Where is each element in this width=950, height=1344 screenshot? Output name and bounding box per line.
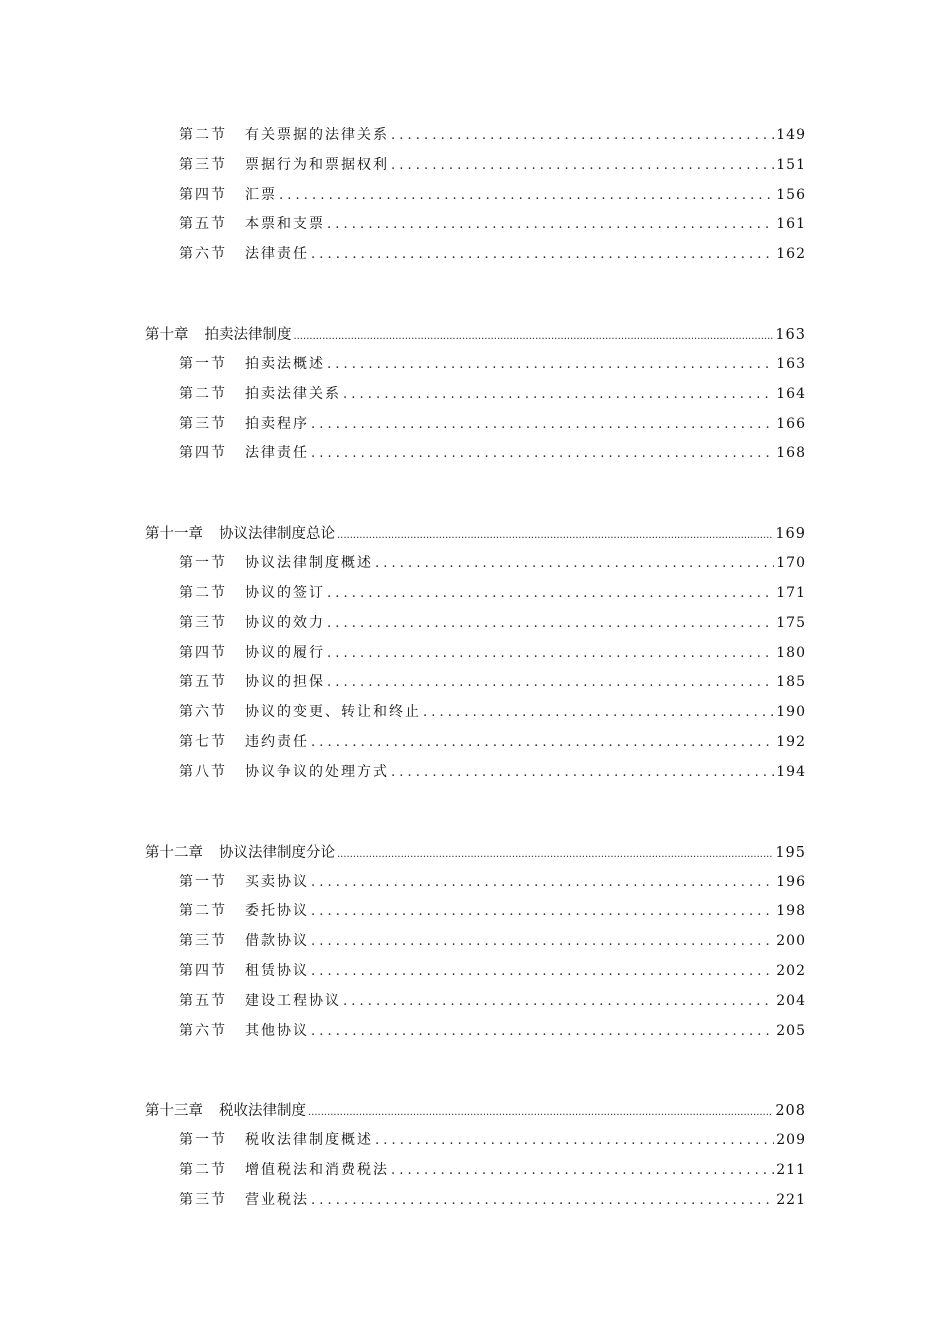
page-number: 169 xyxy=(775,526,806,543)
entry-number: 第八节 xyxy=(179,763,227,780)
toc-section-entry[interactable] xyxy=(145,552,806,582)
entry-number: 第三节 xyxy=(179,933,227,950)
page-number: 175 xyxy=(776,614,806,631)
toc-section-entry[interactable] xyxy=(145,1159,806,1189)
toc-section-entry[interactable] xyxy=(145,612,806,642)
page-number: 209 xyxy=(776,1132,806,1149)
page-number: 163 xyxy=(775,326,806,343)
toc-group xyxy=(145,841,806,1050)
entry-number: 第一节 xyxy=(179,555,227,572)
toc-section-entry[interactable] xyxy=(145,701,806,731)
entry-title: 委托协议 xyxy=(245,903,309,920)
page-number: 196 xyxy=(776,873,806,890)
page-number: 161 xyxy=(776,216,806,233)
toc-section-entry[interactable] xyxy=(145,1020,806,1050)
entry-title: 拍卖程序 xyxy=(245,415,309,432)
entry-number: 第五节 xyxy=(179,674,227,691)
entry-title: 租赁协议 xyxy=(245,962,309,979)
entry-number: 第三节 xyxy=(179,1191,227,1208)
entry-number: 第六节 xyxy=(179,1022,227,1039)
entry-title: 拍卖法律制度 xyxy=(204,326,292,343)
toc-section-entry[interactable] xyxy=(145,731,806,761)
dot-leader xyxy=(423,704,774,720)
page-number: 195 xyxy=(775,844,806,861)
dot-leader xyxy=(327,585,774,601)
entry-title: 营业税法 xyxy=(245,1191,309,1208)
entry-number: 第一节 xyxy=(179,1132,227,1149)
entry-title: 其他协议 xyxy=(245,1022,309,1039)
toc-section-entry[interactable] xyxy=(145,213,806,243)
page-number: 170 xyxy=(776,555,806,572)
entry-title: 税收法律制度概述 xyxy=(245,1132,373,1149)
dot-leader xyxy=(327,645,774,661)
dot-leader xyxy=(391,127,774,143)
entry-title: 协议的签订 xyxy=(245,584,325,601)
page-number: 166 xyxy=(776,415,806,432)
toc-group xyxy=(145,124,806,273)
entry-title: 本票和支票 xyxy=(245,216,325,233)
entry-title: 法律责任 xyxy=(245,246,309,263)
entry-number: 第五节 xyxy=(179,216,227,233)
toc-section-entry[interactable] xyxy=(145,930,806,960)
toc-section-entry[interactable] xyxy=(145,871,806,901)
entry-title: 协议的担保 xyxy=(245,674,325,691)
entry-title: 建设工程协议 xyxy=(245,992,341,1009)
entry-title: 借款协议 xyxy=(245,933,309,950)
dot-leader xyxy=(391,1162,774,1178)
dot-leader xyxy=(337,845,773,861)
entry-number: 第二节 xyxy=(179,385,227,402)
page-number: 208 xyxy=(775,1103,806,1120)
entry-number: 第二节 xyxy=(179,127,227,143)
page-number: 211 xyxy=(776,1162,806,1179)
page-number: 194 xyxy=(776,763,806,780)
dot-leader xyxy=(343,386,774,402)
page-number: 162 xyxy=(776,246,806,263)
entry-title: 拍卖法概述 xyxy=(245,355,325,372)
entry-number: 第二节 xyxy=(179,903,227,920)
page-number: 164 xyxy=(776,385,806,402)
entry-number: 第二节 xyxy=(179,1162,227,1179)
toc-section-entry[interactable] xyxy=(145,761,806,791)
dot-leader xyxy=(391,157,774,173)
page-number: 185 xyxy=(776,674,806,691)
dot-leader xyxy=(375,555,774,571)
entry-title: 协议的履行 xyxy=(245,644,325,661)
toc-section-entry[interactable] xyxy=(145,413,806,443)
page-number: 163 xyxy=(776,355,806,372)
entry-title: 买卖协议 xyxy=(245,873,309,890)
dot-leader xyxy=(343,993,774,1009)
entry-title: 增值税法和消费税法 xyxy=(245,1162,389,1179)
dot-leader xyxy=(311,246,774,262)
entry-number: 第四节 xyxy=(179,962,227,979)
entry-number: 第六节 xyxy=(179,246,227,263)
page-number: 221 xyxy=(776,1191,806,1208)
dot-leader xyxy=(337,526,773,542)
toc-section-entry[interactable] xyxy=(145,1129,806,1159)
toc-section-entry[interactable] xyxy=(145,960,806,990)
toc-section-entry[interactable] xyxy=(145,383,806,413)
page-number: 198 xyxy=(776,903,806,920)
toc-section-entry[interactable] xyxy=(145,124,806,154)
dot-leader xyxy=(327,356,774,372)
entry-number: 第十章 xyxy=(145,326,189,343)
table-of-contents xyxy=(145,124,806,1269)
dot-leader xyxy=(311,1023,774,1039)
entry-title: 协议的变更、转让和终止 xyxy=(245,704,421,721)
entry-title: 协议法律制度分论 xyxy=(219,844,335,861)
page-number: 180 xyxy=(776,644,806,661)
entry-number: 第四节 xyxy=(179,644,227,661)
dot-leader xyxy=(311,416,774,432)
entry-title: 拍卖法律关系 xyxy=(245,385,341,402)
toc-section-entry[interactable] xyxy=(145,990,806,1020)
entry-number: 第六节 xyxy=(179,704,227,721)
toc-group xyxy=(145,323,806,472)
page-number: 190 xyxy=(776,704,806,721)
dot-leader xyxy=(294,327,774,343)
dot-leader xyxy=(311,903,774,919)
page-number: 171 xyxy=(776,584,806,601)
entry-title: 税收法律制度 xyxy=(219,1103,306,1120)
entry-number: 第四节 xyxy=(179,445,227,462)
dot-leader xyxy=(279,187,774,203)
entry-number: 第十三章 xyxy=(145,1103,203,1120)
toc-section-entry[interactable] xyxy=(145,154,806,184)
dot-leader xyxy=(327,615,774,631)
dot-leader xyxy=(391,764,774,780)
page-number: 168 xyxy=(776,445,806,462)
dot-leader xyxy=(308,1103,773,1119)
entry-title: 汇票 xyxy=(245,186,277,203)
entry-number: 第三节 xyxy=(179,156,227,173)
entry-number: 第十二章 xyxy=(145,844,203,861)
toc-chapter-entry[interactable] xyxy=(145,323,806,353)
toc-chapter-entry[interactable] xyxy=(145,1099,806,1129)
toc-group xyxy=(145,522,806,790)
toc-section-entry[interactable] xyxy=(145,642,806,672)
entry-number: 第七节 xyxy=(179,733,227,750)
page-number: 156 xyxy=(776,186,806,203)
toc-section-entry[interactable] xyxy=(145,353,806,383)
page-number: 202 xyxy=(776,962,806,979)
dot-leader xyxy=(311,933,774,949)
toc-section-entry[interactable] xyxy=(145,900,806,930)
dot-leader xyxy=(327,674,774,690)
page-number: 192 xyxy=(776,733,806,750)
dot-leader xyxy=(311,963,774,979)
entry-number: 第五节 xyxy=(179,992,227,1009)
entry-title: 协议法律制度总论 xyxy=(219,526,335,543)
entry-title: 协议法律制度概述 xyxy=(245,555,373,572)
entry-number: 第十一章 xyxy=(145,526,203,543)
toc-chapter-entry[interactable] xyxy=(145,522,806,552)
entry-number: 第一节 xyxy=(179,355,227,372)
entry-title: 票据行为和票据权利 xyxy=(245,156,389,173)
toc-section-entry[interactable] xyxy=(145,442,806,472)
dot-leader xyxy=(327,216,774,232)
toc-group xyxy=(145,1099,806,1218)
page-number: 151 xyxy=(776,156,806,173)
toc-section-entry[interactable] xyxy=(145,184,806,214)
toc-section-entry[interactable] xyxy=(145,582,806,612)
page-number: 205 xyxy=(776,1022,806,1039)
page-number: 204 xyxy=(776,992,806,1009)
dot-leader xyxy=(311,1192,774,1208)
dot-leader xyxy=(311,874,774,890)
entry-title: 协议争议的处理方式 xyxy=(245,763,389,780)
entry-number: 第二节 xyxy=(179,584,227,601)
entry-number: 第四节 xyxy=(179,186,227,203)
dot-leader xyxy=(311,445,774,461)
page-number: 149 xyxy=(776,127,806,143)
entry-number: 第三节 xyxy=(179,415,227,432)
toc-chapter-entry[interactable] xyxy=(145,841,806,871)
entry-title: 有关票据的法律关系 xyxy=(245,127,389,143)
dot-leader xyxy=(375,1132,774,1148)
page-number: 200 xyxy=(776,933,806,950)
entry-number: 第一节 xyxy=(179,873,227,890)
entry-title: 法律责任 xyxy=(245,445,309,462)
toc-section-entry[interactable] xyxy=(145,243,806,273)
toc-section-entry[interactable] xyxy=(145,1189,806,1219)
entry-number: 第三节 xyxy=(179,614,227,631)
entry-title: 违约责任 xyxy=(245,733,309,750)
entry-title: 协议的效力 xyxy=(245,614,325,631)
toc-section-entry[interactable] xyxy=(145,671,806,701)
dot-leader xyxy=(311,734,774,750)
